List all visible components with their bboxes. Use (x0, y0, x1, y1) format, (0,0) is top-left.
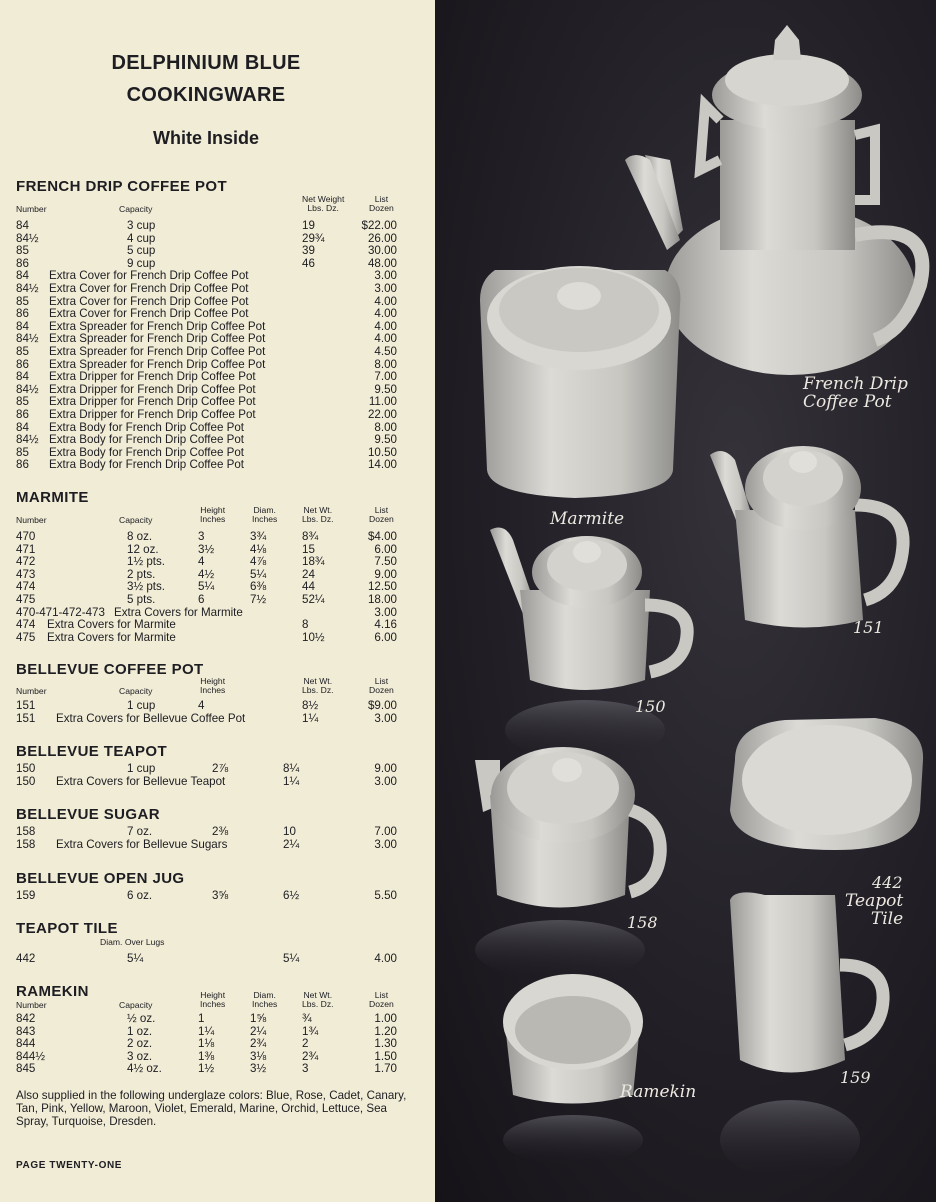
row-price: $22.00 (361, 219, 397, 232)
row-height: 6 (198, 593, 205, 606)
row-description: Extra Body for French Drip Coffee Pot (49, 458, 245, 472)
caption-150: 150 (635, 697, 666, 716)
row-height: 4 (198, 699, 205, 712)
caption-159: 159 (840, 1068, 871, 1087)
row-capacity: 5 pts. (127, 593, 156, 606)
row-description: Extra Body for French Drip Coffee Pot (49, 445, 245, 459)
header-diam-over-lugs: Diam. Over Lugs (100, 937, 165, 947)
bellevue-teapot-icon (490, 528, 687, 760)
row-number: 474 (16, 618, 36, 632)
row-number: 85 (16, 345, 29, 358)
caption-teapot-tile: Teapot Tile (845, 891, 904, 929)
row-weight: 2¾ (302, 1049, 319, 1063)
header-number: Number (16, 204, 47, 214)
section-title: RAMEKIN (16, 983, 89, 1000)
row-price: 8.00 (374, 420, 397, 434)
row-number: 84½ (16, 382, 39, 396)
row-number: 84½ (16, 332, 39, 346)
row-price: 7.50 (374, 555, 397, 569)
header-number: Number (16, 1000, 47, 1010)
row-price: 6.00 (374, 630, 397, 644)
row-height: 1½ (198, 1062, 215, 1076)
header-weight: Net Weight Lbs. Dz. (302, 194, 345, 213)
section-title: BELLEVUE SUGAR (16, 806, 160, 823)
row-diameter: 2¾ (250, 1037, 267, 1051)
row-weight: 2¼ (283, 837, 300, 851)
row-price: 11.00 (368, 395, 397, 409)
row-price: 4.00 (374, 319, 397, 333)
row-capacity: 1½ pts. (127, 555, 166, 569)
row-description: Extra Dripper for French Drip Coffee Pot (49, 395, 256, 409)
row-height: 5¼ (198, 580, 215, 594)
row-capacity: 3 oz. (127, 1049, 153, 1063)
product-photo (435, 0, 936, 1202)
row-height: 1⅛ (198, 1037, 215, 1051)
row-number: 84 (16, 370, 29, 384)
row-description: Extra Covers for Marmite (47, 618, 176, 632)
row-height: 4½ (198, 567, 215, 581)
row-price: 1.70 (374, 1062, 397, 1076)
row-weight: 24 (302, 567, 315, 581)
caption-marmite: Marmite (550, 509, 625, 529)
row-weight: 2 (302, 1037, 309, 1051)
row-price: 4.00 (374, 307, 397, 321)
row-height: 2⅞ (212, 762, 229, 775)
price-list-page (0, 0, 435, 1202)
row-description: Extra Spreader for French Drip Coffee Pot (49, 332, 266, 346)
caption-158: 158 (627, 913, 658, 932)
row-price: 3.00 (374, 711, 397, 725)
row-description: Extra Covers for Bellevue Teapot (56, 774, 226, 788)
header-list: List Dozen (369, 676, 394, 695)
row-weight: 3 (302, 1062, 309, 1076)
row-number: 474 (16, 580, 36, 594)
header-list: List Dozen (369, 194, 394, 213)
row-number: 471 (16, 542, 36, 556)
caption-151: 151 (853, 618, 884, 637)
row-number: 84½ (16, 282, 39, 295)
row-capacity: 3½ pts. (127, 580, 166, 594)
row-description: Extra Cover for French Drip Coffee Pot (49, 282, 249, 295)
row-number: 84 (16, 420, 29, 434)
teapot-tile-icon (730, 718, 923, 850)
row-height: 1¼ (198, 1024, 215, 1038)
header-diam: Diam. Inches (252, 990, 278, 1009)
row-weight: 15 (302, 542, 315, 556)
row-diameter: 4⅞ (250, 555, 267, 569)
row-capacity: 2 pts. (127, 567, 156, 581)
header-height: Height Inches (200, 676, 226, 695)
row-price: 4.00 (374, 294, 397, 308)
row-capacity: 3 cup (127, 219, 156, 232)
row-capacity: 1 cup (127, 699, 156, 712)
row-price: 10.50 (367, 445, 397, 459)
row-weight: 8¼ (283, 762, 300, 775)
header-weight: Net Wt. Lbs. Dz. (302, 505, 334, 524)
row-diameter: 3¾ (250, 530, 267, 543)
row-number: 84½ (16, 433, 39, 447)
row-number: 151 (16, 699, 36, 712)
row-number: 844 (16, 1037, 36, 1051)
row-weight: 52¼ (302, 593, 325, 606)
row-number: 85 (16, 395, 29, 409)
row-capacity: 5¼ (127, 952, 144, 965)
row-weight: 44 (302, 580, 315, 594)
row-price: 26.00 (367, 231, 397, 245)
header-capacity: Capacity (119, 515, 153, 525)
row-number: 150 (16, 762, 36, 775)
row-number: 843 (16, 1024, 36, 1038)
row-weight: 10 (283, 825, 296, 838)
row-price: 48.00 (367, 256, 397, 270)
row-weight: 29¾ (302, 231, 325, 245)
row-weight: 18¾ (302, 555, 325, 569)
row-capacity: 2 oz. (127, 1037, 153, 1051)
row-number: 86 (16, 357, 29, 371)
row-height: 3⅝ (212, 889, 229, 902)
row-price: 6.00 (374, 542, 397, 556)
row-capacity: 1 oz. (127, 1024, 153, 1038)
row-price: 3.00 (374, 774, 397, 788)
marmite-icon (480, 266, 680, 498)
row-price: 1.50 (374, 1049, 397, 1063)
row-number: 85 (16, 244, 29, 258)
row-description: Extra Dripper for French Drip Coffee Pot (49, 370, 256, 384)
row-weight: ¾ (302, 1012, 312, 1025)
ramekin-icon (503, 974, 643, 1165)
row-diameter: 2¼ (250, 1024, 267, 1038)
row-price: 14.00 (367, 458, 397, 472)
row-number: 86 (16, 458, 29, 472)
row-weight: 1¼ (302, 711, 319, 725)
row-diameter: 4⅛ (250, 542, 267, 556)
row-capacity: 1 cup (127, 762, 156, 775)
row-description: Extra Cover for French Drip Coffee Pot (49, 294, 249, 308)
row-number: 475 (16, 630, 36, 644)
row-price: 8.00 (374, 357, 397, 371)
row-number: 842 (16, 1012, 36, 1025)
row-price: 9.00 (374, 762, 397, 775)
row-number: 158 (16, 825, 36, 838)
header-weight: Net Wt. Lbs. Dz. (302, 990, 334, 1009)
row-number: 86 (16, 256, 29, 270)
row-height: 1 (198, 1012, 205, 1025)
row-price: 3.00 (374, 605, 397, 619)
row-capacity: 4½ oz. (127, 1062, 162, 1076)
row-price: 18.00 (367, 593, 397, 606)
row-price: 3.00 (374, 837, 397, 851)
row-capacity: 9 cup (127, 256, 156, 270)
row-description: Extra Dripper for French Drip Coffee Pot (49, 408, 256, 421)
row-price: $4.00 (367, 530, 397, 543)
row-number: 845 (16, 1062, 36, 1076)
row-price: 4.50 (374, 345, 397, 358)
row-height: 3½ (198, 542, 215, 556)
row-weight: 8½ (302, 699, 319, 712)
row-diameter: 1⅝ (250, 1012, 267, 1025)
row-price: 12.50 (367, 580, 397, 594)
row-price: 1.20 (374, 1024, 397, 1038)
section-title: MARMITE (16, 489, 89, 506)
row-diameter: 6⅜ (250, 580, 267, 594)
page-title-line2: COOKINGWARE (126, 84, 286, 106)
row-weight: 8¾ (302, 530, 319, 543)
header-height: Height Inches (200, 505, 226, 524)
header-height: Height Inches (200, 990, 226, 1009)
row-number: 86 (16, 408, 29, 421)
row-weight: 1¼ (283, 774, 300, 788)
row-description: Extra Dripper for French Drip Coffee Pot (49, 382, 256, 396)
row-number: 151 (16, 711, 36, 725)
row-number: 84 (16, 269, 29, 283)
row-price: 3.00 (374, 269, 397, 283)
row-description: Extra Spreader for French Drip Coffee Pot (49, 357, 266, 371)
row-price: 30.00 (367, 244, 397, 258)
row-description: Extra Spreader for French Drip Coffee Pot (49, 345, 266, 358)
row-number: 470 (16, 530, 36, 543)
row-capacity: 12 oz. (127, 542, 159, 556)
row-number: 158 (16, 837, 36, 851)
row-description: Extra Body for French Drip Coffee Pot (49, 420, 245, 434)
row-price: 22.00 (367, 408, 397, 421)
row-weight: 10½ (302, 630, 325, 644)
header-diam: Diam. Inches (252, 505, 278, 524)
section-title: FRENCH DRIP COFFEE POT (16, 178, 228, 195)
row-number: 84 (16, 219, 29, 232)
row-number: 473 (16, 567, 36, 581)
row-number: 442 (16, 952, 36, 965)
row-price: 3.00 (374, 282, 397, 295)
row-number: 844½ (16, 1049, 46, 1063)
row-price: 7.00 (374, 370, 397, 384)
row-capacity: ½ oz. (127, 1012, 156, 1025)
row-weight: 8 (302, 618, 309, 632)
row-capacity: 8 oz. (127, 530, 153, 543)
header-number: Number (16, 686, 47, 696)
header-capacity: Capacity (119, 686, 153, 696)
row-price: 1.30 (374, 1037, 397, 1051)
row-weight: 39 (302, 244, 315, 258)
row-price: 9.00 (374, 567, 397, 581)
row-diameter: 5¼ (250, 567, 267, 581)
row-number: 85 (16, 294, 29, 308)
row-price: 9.50 (374, 433, 397, 447)
row-description: Extra Covers for Marmite (114, 605, 243, 619)
section-title: BELLEVUE OPEN JUG (16, 870, 185, 887)
row-description: Extra Covers for Marmite (47, 630, 176, 644)
row-description: Extra Covers for Bellevue Coffee Pot (56, 711, 246, 725)
row-price: $9.00 (367, 699, 397, 712)
caption-442: 442 (872, 873, 903, 892)
row-weight: 46 (302, 256, 315, 270)
page-number: PAGE TWENTY-ONE (16, 1160, 123, 1171)
row-price: 5.50 (374, 889, 397, 902)
row-description: Extra Cover for French Drip Coffee Pot (49, 269, 249, 283)
section-title: BELLEVUE COFFEE POT (16, 661, 204, 678)
row-capacity: 7 oz. (127, 825, 153, 838)
row-weight: 19 (302, 219, 315, 232)
row-diameter: 3⅛ (250, 1049, 267, 1063)
row-price: 7.00 (374, 825, 397, 838)
row-number: 470-471-472-473 (16, 605, 105, 619)
row-capacity: 6 oz. (127, 889, 153, 902)
row-height: 1⅜ (198, 1049, 215, 1063)
header-list: List Dozen (369, 505, 394, 524)
page-subtitle: White Inside (152, 128, 259, 148)
caption-french-drip-coffee-pot: French Drip Coffee Pot (803, 374, 908, 412)
section-title: BELLEVUE TEAPOT (16, 743, 168, 760)
row-number: 84 (16, 319, 29, 333)
row-height: 3 (198, 530, 205, 543)
row-description: Extra Cover for French Drip Coffee Pot (49, 307, 249, 321)
row-number: 85 (16, 445, 29, 459)
cookware-illustration (435, 0, 936, 1202)
row-number: 159 (16, 889, 36, 902)
row-number: 472 (16, 555, 36, 569)
row-height: 2⅜ (212, 825, 229, 838)
caption-ramekin: Ramekin (620, 1082, 697, 1102)
row-weight: 5¼ (283, 952, 300, 965)
row-weight: 1¾ (302, 1024, 319, 1038)
bellevue-sugar-icon (475, 747, 660, 980)
row-number: 84½ (16, 231, 39, 245)
row-diameter: 7½ (250, 593, 267, 606)
row-description: Extra Body for French Drip Coffee Pot (49, 433, 245, 447)
row-price: 4.16 (374, 618, 397, 632)
row-capacity: 5 cup (127, 244, 156, 258)
header-capacity: Capacity (119, 1000, 153, 1010)
row-description: Extra Spreader for French Drip Coffee Pot (49, 319, 266, 333)
header-weight: Net Wt. Lbs. Dz. (302, 676, 334, 695)
colors-note: Also supplied in the following underglaze colors: Blue, Rose, Cadet, Canary, Tan, Pink, Yellow, Maroon, Violet, Emerald, Marine, Orchid, Lettuce, Sea Spray, Turquoise, Dresden. (16, 1089, 407, 1128)
header-list: List Dozen (369, 990, 394, 1009)
row-price: 9.50 (374, 382, 397, 396)
row-capacity: 4 cup (127, 231, 156, 245)
section-title: TEAPOT TILE (16, 920, 118, 937)
row-description: Extra Covers for Bellevue Sugars (56, 837, 228, 851)
bellevue-coffee-pot-icon (710, 446, 903, 628)
row-price: 4.00 (374, 332, 397, 346)
header-capacity: Capacity (119, 204, 153, 214)
row-diameter: 3½ (250, 1062, 267, 1076)
row-height: 4 (198, 555, 205, 569)
row-number: 86 (16, 307, 29, 321)
header-number: Number (16, 515, 47, 525)
page-title-line1: DELPHINIUM BLUE (111, 52, 301, 74)
row-price: 4.00 (374, 952, 397, 965)
row-number: 475 (16, 593, 36, 606)
row-weight: 6½ (283, 889, 300, 902)
bellevue-open-jug-icon (720, 892, 883, 1180)
row-price: 1.00 (374, 1012, 397, 1025)
row-number: 150 (16, 774, 36, 788)
